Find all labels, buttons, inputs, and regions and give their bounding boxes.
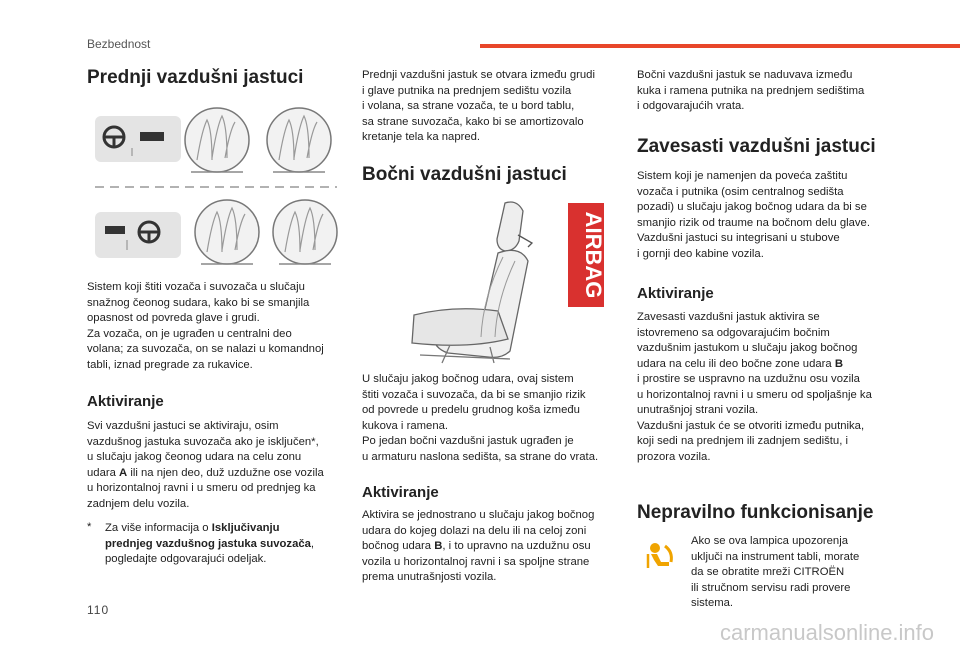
title-malfunction: Nepravilno funkcionisanje: [637, 502, 874, 523]
footnote-star: *: [87, 521, 92, 533]
title-side-airbags: Bočni vazdušni jastuci: [362, 164, 567, 185]
side-airbag-seat-illustration: [400, 195, 615, 370]
activation-title-side: Aktiviranje: [362, 484, 439, 501]
malfunction-text: Ako se ova lampica upozorenja uključi na instrument tabli, morate da se obratite mreži CITROËN ili stručnom servisu radi provere sistema.: [691, 535, 860, 609]
activation-title-curtain: Aktiviranje: [637, 285, 714, 302]
activation-text-front: Svi vazdušni jastuci se aktiviraju, osim vazdušnog jastuka suvozača ako je isključen*, u slučaju jakog čeonog udara na celu zonu udara A ili na njen deo, duž uzdužne ose vozila u horizontalnoj ravni i u smeru od prednjeg ka zadnjem delu vozila.: [87, 420, 324, 510]
side-airbags-description: U slučaju jakog bočnog udara, ovaj sistem štiti vozača i suvozača, da bi se smanjio rizik od povrede u predelu grudnog koša između kukova i ramena. Po jedan bočni vazdušni jastuk ugrađen je u armaturu naslona sedišta, sa strane do vrata.: [362, 373, 599, 463]
front-airbags-description: Sistem koji štiti vozača i suvozača u slučaju snažnog čeonog sudara, kako bi se smanjila opasnost od povreda glave i grudi. Za vozača, on je ugrađen u centralni deo volana; za suvozača, on se nalazi u komandnoj tabli, iznad pregrade za rukavice.: [87, 281, 324, 371]
seat-icon: [412, 202, 532, 363]
title-curtain-airbags: Zavesasti vazdušni jastuci: [637, 136, 876, 157]
front-airbag-deployment-text: Prednji vazdušni jastuk se otvara između grudi i glave putnika na prednjem sedištu vozila i volana, sa strane vozača, te u bord tablu, sa strane suvozača, kako bi se amortizovalo kretanje tela ka napred.: [362, 69, 595, 143]
section-label: Bezbednost: [87, 37, 151, 51]
airbag-front-upper-1: [185, 108, 249, 172]
header-accent-bar: [480, 44, 960, 48]
dashboard-passenger-side: [95, 212, 181, 258]
dashboard-driver-side: [95, 116, 181, 162]
activation-title-front: Aktiviranje: [87, 393, 164, 410]
airbag-front-lower-2: [273, 200, 337, 264]
airbag-front-upper-2: [267, 108, 331, 172]
airbag-label-badge: [568, 203, 606, 307]
title-front-airbags: Prednji vazdušni jastuci: [87, 67, 304, 88]
airbag-warning-icon: [645, 540, 677, 572]
curtain-airbags-description: Sistem koji je namenjen da poveća zaštitu vozača i putnika (osim centralnog sedišta pozadi) u slučaju jakog bočnog udara da bi se smanjio rizik od traume na bočnom delu glave. Vazdušni jastuci su integrisani u stubove i gornji deo kabine vozila.: [637, 170, 870, 260]
footnote-text: Za više informacija o Isključivanju prednjeg vazdušnog jastuka suvozača, pogledajte odgovarajući odeljak.: [105, 522, 315, 565]
front-airbags-illustration: [87, 100, 342, 275]
activation-text-side: Aktivira se jednostrano u slučaju jakog bočnog udara do kojeg dolazi na delu ili na celoj zoni bočnog udara B, i to upravno na uzdužnu osu vozila u horizontalnoj ravni i sa spoljne strane prema unutrašnjosti vozila.: [362, 509, 595, 583]
watermark: carmanualsonline.info: [720, 620, 935, 645]
airbag-front-lower-1: [195, 200, 259, 264]
activation-text-curtain: Zavesasti vazdušni jastuk aktivira se istovremeno sa odgovarajućim bočnim vazdušnim jastukom u slučaju jakog bočnog udara na celu ili deo bočne zone udara B i prostire se uspravno na uzdužnu osu vozila u horizontalnoj ravni i u smeru od spoljašnje ka unutrašnjoj strani vozila. Vazdušni jastuk će se otvoriti između putnika, koji sedi na prednjem ili zadnjem sedištu, i prozora vozila.: [637, 311, 872, 463]
side-airbag-inflation-text: Bočni vazdušni jastuk se naduvava između kuka i ramena putnika na prednjem sedištima i odgovarajućih vrata.: [637, 69, 865, 112]
svg-text:AIRBAG: AIRBAG: [581, 211, 606, 299]
page-number: 110: [87, 603, 110, 617]
